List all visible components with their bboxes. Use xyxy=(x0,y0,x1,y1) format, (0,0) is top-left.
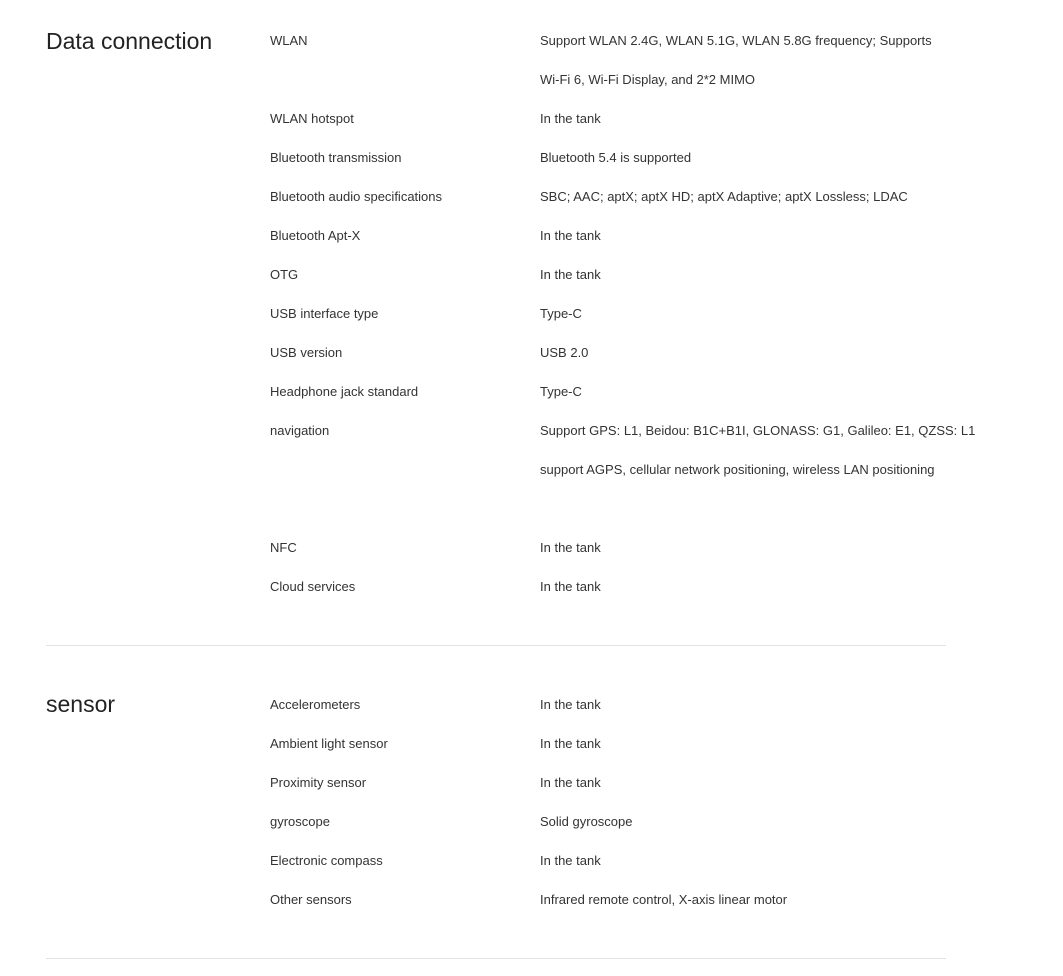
spec-value xyxy=(540,411,975,489)
spec-key: USB version xyxy=(270,345,343,360)
section-divider xyxy=(46,645,946,646)
spec-value: In the tank xyxy=(540,579,601,594)
spec-value: SBC; AAC; aptX; aptX HD; aptX Adaptive; aptX Lossless; LDAC xyxy=(540,189,908,204)
spec-value: In the tank xyxy=(540,228,601,243)
spec-value: In the tank xyxy=(540,697,601,712)
section-divider xyxy=(46,958,946,959)
spec-key: USB interface type xyxy=(270,306,379,321)
spec-value: In the tank xyxy=(540,775,601,790)
spec-value-line: Support GPS: L1, Beidou: B1C+B1I, GLONASS: G1, Galileo: E1, QZSS: L1 xyxy=(540,423,976,438)
spec-value xyxy=(540,21,932,99)
spec-key: OTG xyxy=(270,267,299,282)
spec-key: Bluetooth Apt-X xyxy=(270,228,361,243)
spec-value: Type-C xyxy=(540,384,582,399)
spec-value: In the tank xyxy=(540,111,601,126)
spec-value-line: support AGPS, cellular network positioning, wireless LAN positioning xyxy=(540,462,935,477)
spec-key: WLAN hotspot xyxy=(270,111,354,126)
spec-key: Headphone jack standard xyxy=(270,384,419,399)
spec-value: Bluetooth 5.4 is supported xyxy=(540,150,692,165)
spec-value: Type-C xyxy=(540,306,582,321)
spec-key: NFC xyxy=(270,540,297,555)
spec-key: Cloud services xyxy=(270,579,356,594)
spec-value: Infrared remote control, X-axis linear motor xyxy=(540,892,788,907)
spec-key: Bluetooth audio specifications xyxy=(270,189,443,204)
spec-value-line: Wi-Fi 6, Wi-Fi Display, and 2*2 MIMO xyxy=(540,72,756,87)
spec-key: Accelerometers xyxy=(270,697,361,712)
spec-value: USB 2.0 xyxy=(540,345,589,360)
spec-value: Solid gyroscope xyxy=(540,814,633,829)
spec-key: Bluetooth transmission xyxy=(270,150,402,165)
spec-value: In the tank xyxy=(540,267,601,282)
spec-key: Electronic compass xyxy=(270,853,383,868)
spec-key: navigation xyxy=(270,423,330,438)
spec-key: gyroscope xyxy=(270,814,330,829)
spec-key: Ambient light sensor xyxy=(270,736,388,751)
spec-key: Proximity sensor xyxy=(270,775,367,790)
spec-value-line: Support WLAN 2.4G, WLAN 5.1G, WLAN 5.8G frequency; Supports xyxy=(540,33,932,48)
spec-key: WLAN xyxy=(270,33,308,48)
spec-value: In the tank xyxy=(540,540,601,555)
spec-key: Other sensors xyxy=(270,892,352,907)
section-title: Data connection xyxy=(46,28,213,54)
section-title: sensor xyxy=(46,691,116,717)
spec-value: In the tank xyxy=(540,853,601,868)
spec-value: In the tank xyxy=(540,736,601,751)
